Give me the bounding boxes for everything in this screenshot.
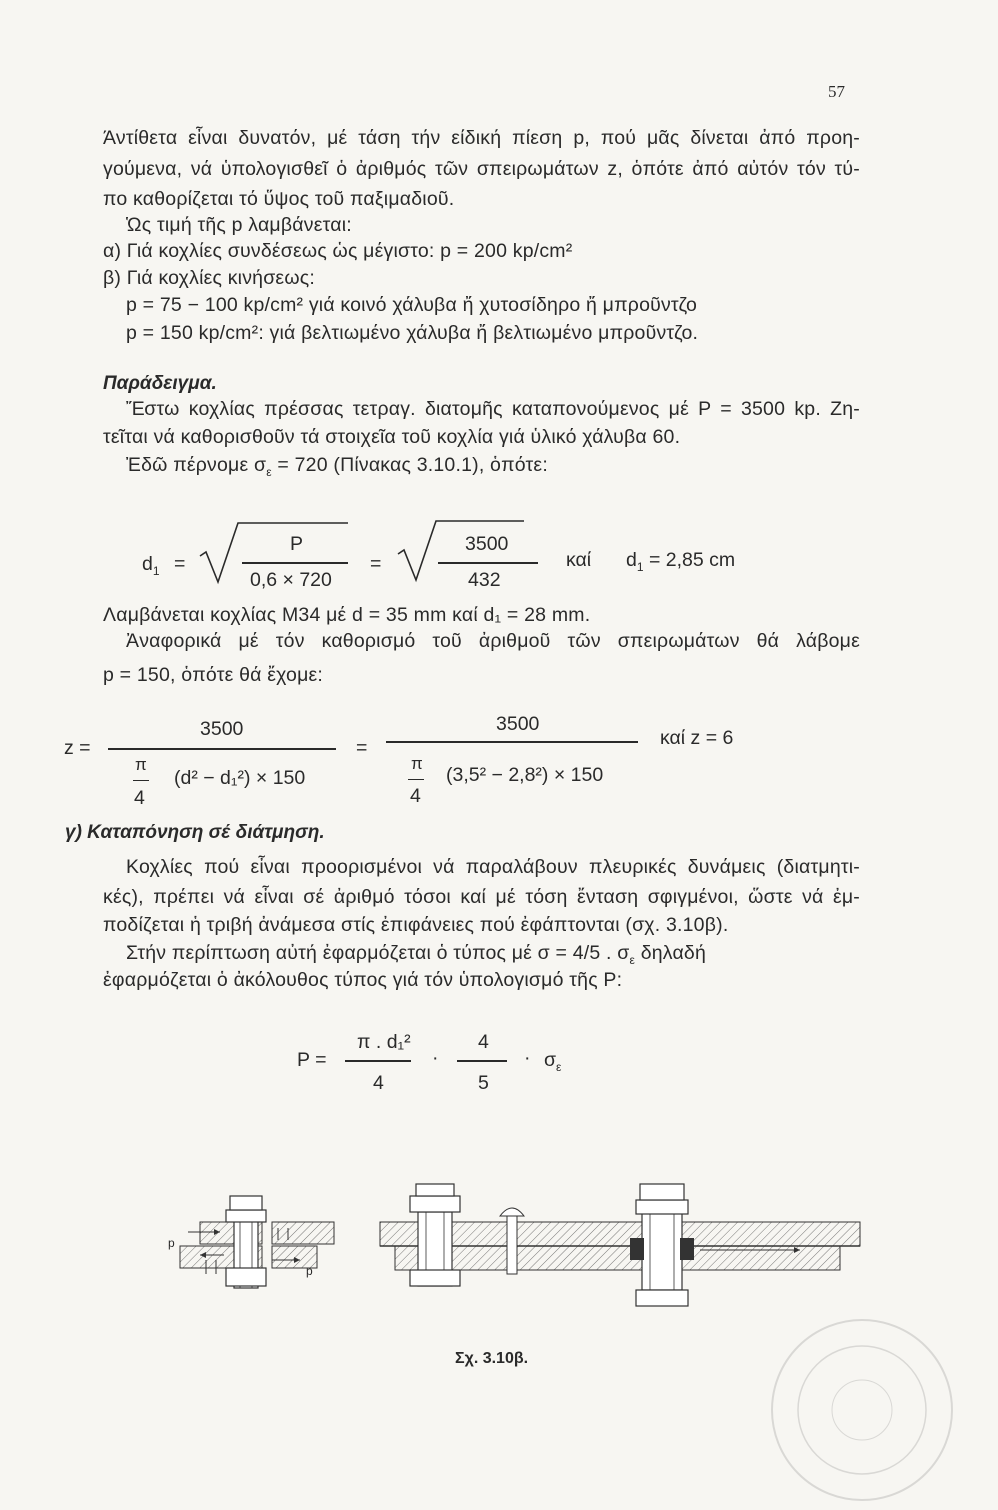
fraction-bar (108, 748, 336, 750)
text-line: Λαμβάνεται κοχλίας M34 μέ d = 35 mm καί d₁ = 28 mm. (103, 604, 591, 626)
sigma-epsilon: $\sigma_\varepsilon$ (544, 1049, 562, 1074)
text-line: Άντίθετα εἶναι δυνατόν, μέ τάση τήν είδική πίεση p, πού μᾶς δίνεται ἀπό προη- (103, 127, 860, 149)
fraction-denominator: 432 (468, 569, 501, 591)
fraction-bar (242, 562, 348, 564)
fraction-numerator: P (290, 533, 304, 555)
fraction-numerator: π . d₁² (357, 1031, 411, 1053)
fraction-denominator: 0,6 × 720 (250, 569, 332, 591)
force-label-left: p (168, 1236, 175, 1250)
equals-sign: = (174, 553, 186, 575)
small-fraction-bar (408, 779, 424, 780)
small-fraction-denominator: 4 (410, 785, 421, 807)
list-subitem: p = 150 kp/cm²: γιά βελτιωμένο χάλυβα ἤ βελτιωμένο μπροῦντζο. (126, 322, 699, 344)
text-line: Ἐδῶ πέρνομε $\sigma_\varepsilon = 720$ (Πίνακας 3.10.1), ὁπότε: (126, 454, 548, 479)
equals-sign: = (356, 737, 368, 759)
fraction-denominator: 4 (373, 1072, 384, 1094)
fraction-numerator: 3500 (496, 713, 540, 735)
formula-result: καί z = 6 (660, 727, 734, 749)
fraction-bar (438, 562, 538, 564)
right-bolt-diagram (380, 1184, 860, 1306)
text-line: τεῖται νά καθορισθοῦν τά στοιχεῖα τοῦ κοχλία γιά ὑλικό χάλυβα 60. (103, 426, 681, 448)
text-line: ἐφαρμόζεται ὁ ἀκόλουθος τύπος γιά τόν ὑπολογισμό τῆς P: (103, 969, 623, 991)
figure-caption: Σχ. 3.10β. (455, 1350, 529, 1367)
fraction-bar (345, 1060, 411, 1062)
text-line: p = 150, ὁπότε θά ἔχομε: (103, 664, 324, 686)
text-line: Ἀναφορικά μέ τόν καθορισμό τοῦ ἀριθμοῦ τῶν σπειρωμάτων θά λάβομε (126, 630, 860, 652)
formula-lhs: z = (64, 737, 91, 759)
formula-kai: καί (566, 549, 592, 571)
fraction-numerator: 3500 (465, 533, 509, 555)
small-fraction-denominator: 4 (134, 787, 145, 809)
fraction-numerator: 3500 (200, 718, 244, 740)
formula-lhs: $d_1$ (142, 553, 160, 578)
text-line: Στήν περίπτωση αὐτή ἐφαρμόζεται ὁ τύπος μέ σ = 4/5 . $\sigma_\varepsilon$ δηλαδή (126, 942, 707, 967)
equals-sign: = (370, 553, 382, 575)
text-line: κές), πρέπει νά εἶναι σέ ἀριθμό τόσοι καί μέ τόση ἔνταση σφιγμένοι, ὥστε νά ἐμ- (103, 886, 860, 908)
force-label-right: p (306, 1264, 313, 1278)
library-stamp-seal (762, 1310, 962, 1510)
fraction-denominator: 5 (478, 1072, 489, 1094)
fraction-bar (386, 741, 638, 743)
text-line: Ὡς τιμή τῆς p λαμβάνεται: (126, 214, 352, 236)
text-line: Κοχλίες πού εἶναι προορισμένοι νά παραλάβουν πλευρικές δυνάμεις (διατμητι- (126, 856, 860, 878)
list-item: α) Γιά κοχλίες συνδέσεως ὡς μέγιστο: p = 200 kp/cm² (103, 240, 573, 262)
list-subitem: p = 75 − 100 kp/cm² γιά κοινό χάλυβα ἤ χυτοσίδηρο ἤ μπροῦντζο (126, 294, 698, 316)
pi-symbol: π (135, 755, 147, 774)
formula-lhs: P = (297, 1049, 327, 1071)
fraction-denominator: (d² − d₁²) × 150 (174, 767, 306, 789)
fraction-denominator: (3,5² − 2,8²) × 150 (446, 764, 604, 786)
page-number: 57 (828, 82, 845, 101)
text-line: γούμενα, νά ὑπολογισθεῖ ὁ ἀριθμός τῶν σπειρωμάτων z, ὁπότε ἀπό αὐτόν τόν τύ- (103, 158, 860, 180)
shear-heading: γ) Καταπόνηση σέ διάτμηση. (65, 822, 325, 843)
text-line: ποδίζεται ἡ τριβή ἀνάμεσα στίς ἐπιφάνειες πού ἐφάπτονται (σχ. 3.10β). (103, 914, 729, 936)
fraction-bar (457, 1060, 507, 1062)
text-line: Ἔστω κοχλίας πρέσσας τετραγ. διατομῆς καταπονούμενος μέ P = 3500 kp. Ζη- (126, 398, 860, 420)
list-item: β) Γιά κοχλίες κινήσεως: (103, 267, 315, 289)
pi-symbol: π (411, 754, 423, 773)
multiply-dot: · (432, 1047, 439, 1069)
text-line: πο καθορίζεται τό ὕψος τοῦ παξιμαδιοῦ. (103, 188, 455, 210)
small-fraction-bar (133, 780, 149, 781)
multiply-dot: · (524, 1047, 531, 1069)
fraction-numerator: 4 (478, 1031, 489, 1053)
example-heading: Παράδειγμα. (103, 373, 217, 394)
formula-result: $d_1 = 2,85$ cm (626, 549, 736, 574)
